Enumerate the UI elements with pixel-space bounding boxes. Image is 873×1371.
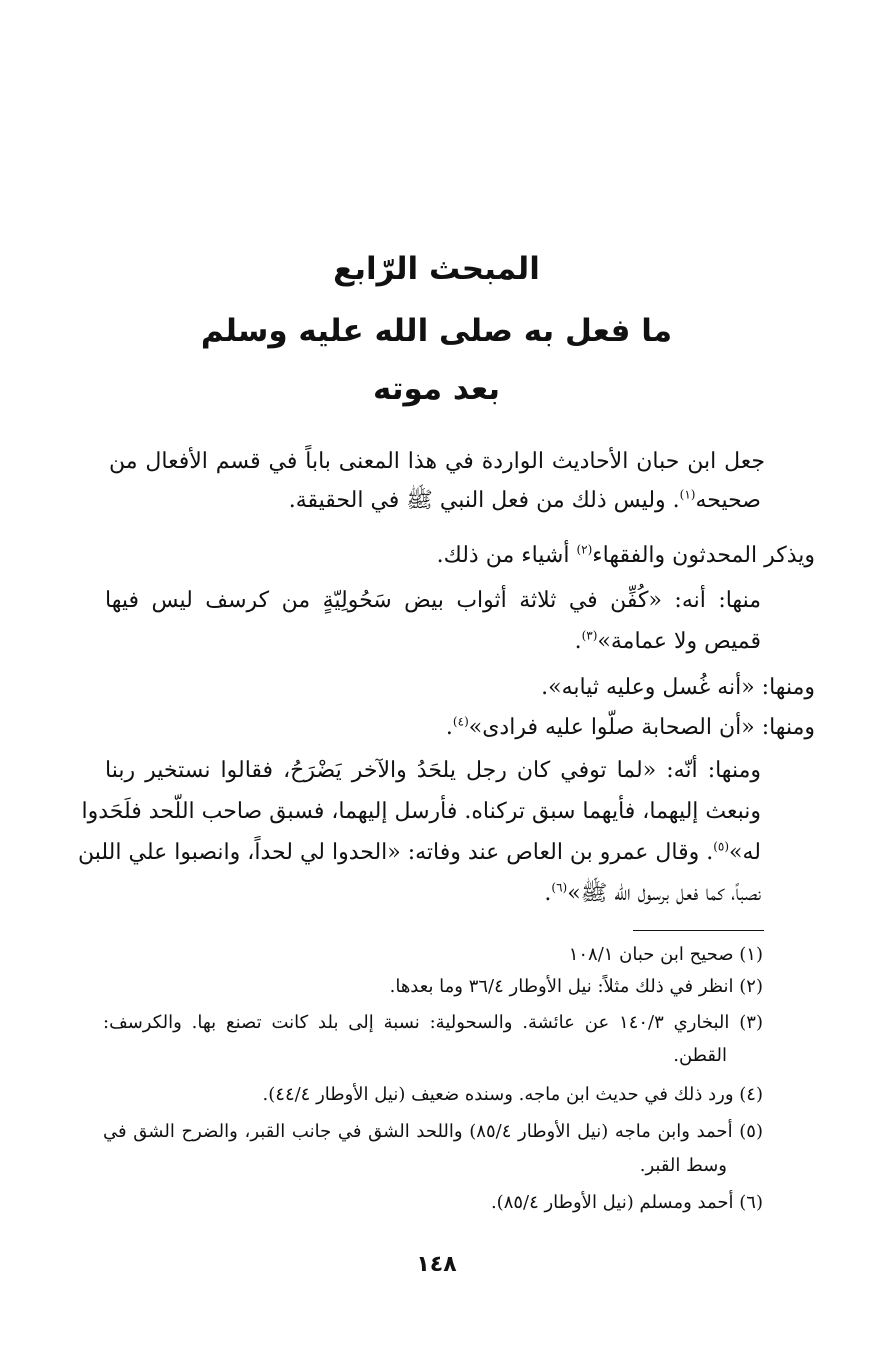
footnote-text: أحمد ومسلم (نيل الأوطار ٨٥/٤). (490, 1192, 734, 1213)
paragraph-6-line-2: ونبعث إليهما، فأيهما سبق تركناه. فأرسل إليهما، فسبق صاحب اللّحد فلَحَدوا (81, 799, 761, 824)
paragraph-5 (446, 713, 815, 743)
text-run: . (445, 715, 453, 740)
footnote-number: (٤) (739, 1084, 763, 1105)
footnote-number: (٣) (739, 1012, 763, 1033)
text-run: أشياء من ذلك. (436, 543, 577, 568)
paragraph-6-line-4 (544, 879, 761, 909)
chapter-title-line1: ما فعل به صلى الله عليه وسلم (200, 313, 673, 349)
footnote-text: أحمد وابن ماجه (نيل الأوطار ٨٥/٤) واللحد الشق في جانب القبر، والضرح الشق في (103, 1121, 733, 1142)
section-heading: المبحث الرّابع (333, 251, 540, 287)
text-run: . وليس ذلك من فعل النبي ﷺ في الحقيقة. (288, 488, 680, 513)
text-run: نصباً، كما فعل برسول الله ﷺ» (567, 881, 761, 906)
paragraph-1-line-2 (289, 486, 761, 516)
footnote-number: (١) (739, 944, 763, 965)
text-run: . (574, 629, 582, 654)
footnote-number: (٢) (739, 976, 763, 997)
paragraph-3-line-1: منها: أنه: «كُفِّن في ثلاثة أثواب بيض سَحُولِيّةٍ من كرسف ليس فيها (105, 588, 761, 613)
footnote-1 (569, 942, 763, 968)
footnote-ref-3[interactable]: (٣) (581, 628, 598, 643)
paragraph-1-line-1: جعل ابن حبان الأحاديث الواردة في هذا المعنى باباً في قسم الأفعال من (109, 449, 765, 474)
footnote-6 (491, 1190, 763, 1216)
footnote-ref-4[interactable]: (٤) (452, 714, 469, 729)
text-run: ومنها: «أن الصحابة صلّوا عليه فرادى» (468, 715, 815, 740)
chapter-title-line2: بعد موته (373, 371, 500, 407)
text-run: صحيحه (695, 488, 761, 513)
footnote-text: انظر في ذلك مثلاً: نيل الأوطار ٣٦/٤ وما بعدها. (389, 976, 734, 997)
footnote-ref-6[interactable]: (٦) (551, 880, 568, 895)
text-run: . وقال عمرو بن العاص عند وفاته: «الحدوا لي لحداً، وانصبوا علي اللبن (78, 840, 714, 865)
text-run: ويذكر المحدثون والفقهاء (592, 543, 815, 568)
footnote-3-continuation: القطن. (673, 1045, 727, 1066)
paragraph-3-line-2 (575, 627, 761, 657)
footnote-4 (263, 1082, 763, 1108)
footnote-separator (633, 930, 764, 931)
text-run: له» (729, 840, 761, 865)
footnote-text: البخاري ١٤٠/٣ عن عائشة. والسحولية: نسبة إلى بلد كانت تصنع بها. والكرسف: (103, 1012, 730, 1033)
paragraph-6-line-1: ومنها: أنّه: «لما توفي كان رجل يلحَدُ والآخر يَضْرَحُ، فقالوا نستخير ربنا (105, 758, 761, 783)
paragraph-4: ومنها: «أنه غُسل وعليه ثيابه». (541, 675, 815, 700)
paragraph-2 (437, 541, 815, 571)
footnote-ref-1[interactable]: (١) (679, 487, 696, 502)
footnote-text: ورد ذلك في حديث ابن ماجه. وسنده ضعيف (نيل الأوطار ٤٤/٤). (262, 1084, 734, 1105)
footnote-number: (٥) (739, 1121, 763, 1142)
footnote-ref-2[interactable]: (٢) (576, 542, 593, 557)
footnote-5-continuation: وسط القبر. (639, 1155, 727, 1176)
footnote-text: صحيح ابن حبان ١٠٨/١ (568, 944, 734, 965)
page-number: ١٤٨ (416, 1252, 457, 1277)
paragraph-6-line-3 (78, 838, 761, 868)
footnote-2 (390, 974, 763, 1000)
text-run: قميص ولا عمامة» (597, 629, 761, 654)
footnote-ref-5[interactable]: (٥) (713, 839, 730, 854)
text-run: . (544, 881, 552, 906)
footnote-number: (٦) (739, 1192, 763, 1213)
footnote-5 (103, 1119, 763, 1145)
footnote-3 (103, 1010, 763, 1036)
